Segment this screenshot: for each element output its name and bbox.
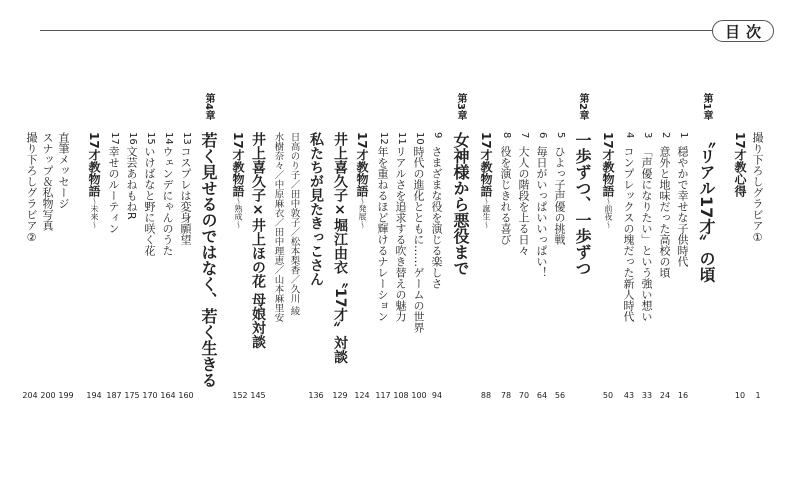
entry-text: 17才教物語 — [231, 132, 245, 197]
entry-subtitle: 〜熟成〜 — [234, 196, 243, 229]
entry-subtitle: 〜発展〜 — [358, 196, 367, 229]
entry-number: 14 — [163, 132, 174, 145]
page-number: 152 — [232, 391, 248, 400]
entry-number: 5 — [555, 132, 566, 139]
entry-number: 16 — [127, 132, 138, 145]
entry-text: 撮り下ろしグラビア① — [751, 132, 764, 244]
header-rule — [40, 30, 740, 31]
page-number: 200 — [40, 391, 56, 400]
page-number: 170 — [142, 391, 158, 400]
page-number: 108 — [393, 391, 409, 400]
toc-entry[interactable] — [309, 132, 323, 286]
toc-entry[interactable] — [377, 146, 388, 322]
entry-text: 直筆メッセージ — [57, 132, 70, 209]
entry-text: スナップ＆私物写真 — [41, 132, 54, 231]
toc-entry[interactable] — [659, 146, 670, 278]
toc-entry[interactable] — [431, 146, 442, 289]
toc-entry[interactable] — [395, 146, 406, 322]
entry-text: 17才教物語 — [355, 132, 369, 197]
chapter-title[interactable] — [574, 132, 590, 276]
entry-number: 13 — [181, 132, 192, 145]
story-entry[interactable] — [734, 132, 746, 197]
page-number: 117 — [375, 391, 391, 400]
entry-text: 年を重ねるほど輝けるナレーション — [376, 146, 389, 322]
entry-number: 15 — [145, 132, 156, 145]
page-number: 24 — [659, 391, 671, 400]
toc-entry[interactable] — [273, 132, 283, 322]
page-number: 187 — [106, 391, 122, 400]
toc-entry[interactable] — [641, 146, 652, 322]
page-number: 100 — [411, 391, 427, 400]
page-number: 33 — [641, 391, 653, 400]
toc-entry[interactable] — [162, 146, 173, 256]
toc-entry[interactable] — [536, 146, 547, 278]
toc-entry[interactable] — [42, 132, 53, 231]
page-number: 70 — [518, 391, 530, 400]
toc-entry[interactable] — [518, 146, 529, 256]
entry-text: コスプレは変身願望 — [179, 146, 192, 245]
toc-entry[interactable] — [180, 146, 191, 245]
entry-text: 「声優になりたい」という強い想い — [640, 146, 653, 322]
entry-text: 役を演じきれる喜び — [499, 146, 512, 245]
page-number: 160 — [178, 391, 194, 400]
entry-text: 日高のり子／田中敦子／松本梨香／久川 綾 — [288, 132, 300, 316]
entry-number: 12 — [378, 132, 389, 145]
toc-entry[interactable] — [251, 132, 265, 349]
toc-entry[interactable] — [289, 132, 299, 316]
toc-entry[interactable] — [26, 132, 37, 244]
page-number: 56 — [554, 391, 566, 400]
entry-text: 大人の階段を上る日々 — [517, 146, 530, 256]
entry-number: 11 — [396, 132, 407, 145]
entry-text: 意外と地味だった高校の頃 — [658, 146, 671, 278]
page-number: 124 — [354, 391, 370, 400]
page-number: 78 — [500, 391, 512, 400]
entry-text: 井上喜久子×井上ほの花 母娘対談 — [250, 132, 266, 349]
entry-text: 女神様から悪役まで — [451, 132, 470, 276]
toc-entry[interactable] — [752, 132, 763, 244]
toc-entry[interactable] — [126, 146, 137, 220]
entry-number: 8 — [501, 132, 512, 139]
page-number: 204 — [22, 391, 38, 400]
entry-number: 2 — [660, 132, 671, 139]
story-entry[interactable] — [480, 132, 492, 229]
entry-text: 〝リアル17才〞の頃 — [697, 132, 716, 283]
chapter-label: 第2章 — [577, 93, 588, 120]
entry-text: コンプレックスの塊だった新人時代 — [622, 146, 635, 322]
story-entry[interactable] — [356, 132, 368, 229]
entry-text: 一歩ずつ、一歩ずつ — [573, 132, 592, 276]
entry-number: 3 — [642, 132, 653, 139]
toc-entry[interactable] — [677, 146, 688, 267]
entry-text: 17才教物語 — [479, 132, 493, 197]
entry-number: 7 — [519, 132, 530, 139]
story-entry[interactable] — [232, 132, 244, 229]
page-number: 199 — [58, 391, 74, 400]
entry-subtitle: 〜誕生〜 — [482, 196, 491, 229]
entry-subtitle: 〜前夜〜 — [604, 196, 613, 229]
chapter-label: 第4章 — [203, 93, 214, 120]
page-number: 50 — [602, 391, 614, 400]
toc-entry[interactable] — [623, 146, 634, 322]
entry-text: 私たちが見たきっこさん — [308, 132, 324, 286]
page-number: 164 — [160, 391, 176, 400]
page-title: 目次 — [712, 20, 774, 42]
entry-text: さまざまな役を演じる楽しさ — [430, 146, 443, 289]
toc-entry[interactable] — [58, 132, 69, 209]
entry-text: 水樹奈々／中原麻衣／田中理恵／山本麻里安 — [272, 132, 284, 322]
entry-text: 幸せのルーティン — [107, 146, 120, 234]
entry-text: リアルさを追求する吹き替えの魅力 — [394, 146, 407, 322]
story-entry[interactable] — [602, 132, 614, 229]
page-number: 136 — [308, 391, 324, 400]
entry-number: 17 — [109, 132, 120, 145]
chapter-label: 第1章 — [701, 93, 712, 120]
entry-text: 穏やかで幸せな子供時代 — [676, 146, 689, 267]
toc-entry[interactable] — [144, 146, 155, 256]
page-number: 43 — [623, 391, 635, 400]
entry-text: いけばなと野に咲く花 — [143, 146, 156, 256]
chapter-title[interactable] — [200, 132, 216, 388]
entry-text: 文芸あねもねR — [125, 146, 138, 220]
chapter-title[interactable] — [698, 132, 714, 282]
entry-number: 4 — [624, 132, 635, 139]
entry-text: 17才教物語 — [601, 132, 615, 197]
page-number: 129 — [332, 391, 348, 400]
entry-number: 1 — [678, 132, 689, 139]
chapter-title[interactable] — [452, 132, 468, 276]
entry-text: 毎日がいっぱいいっぱい！ — [535, 146, 548, 278]
page-number: 1 — [755, 391, 761, 400]
entry-text: 17才教物語 — [87, 132, 101, 197]
page-number: 10 — [734, 391, 746, 400]
page-number: 145 — [250, 391, 266, 400]
toc-entry[interactable] — [413, 146, 424, 333]
entry-text: ウェンデにゃんのうた — [161, 146, 174, 256]
entry-number: 10 — [414, 132, 425, 145]
toc-entry[interactable] — [500, 146, 511, 245]
chapter-label: 第3章 — [455, 93, 466, 120]
entry-text: ひよっ子声優の挑戦 — [553, 146, 566, 245]
toc-entry[interactable] — [554, 146, 565, 245]
entry-number: 6 — [537, 132, 548, 139]
entry-text: 井上喜久子×堀江由衣〝17才〞対談 — [332, 132, 348, 364]
entry-text: 撮り下ろしグラビア② — [25, 132, 38, 244]
page-number: 94 — [431, 391, 443, 400]
page-number: 64 — [536, 391, 548, 400]
toc-entry[interactable] — [108, 146, 119, 234]
story-entry[interactable] — [88, 132, 100, 229]
page-number: 16 — [677, 391, 689, 400]
entry-number: 9 — [432, 132, 443, 139]
page-number: 88 — [480, 391, 492, 400]
page-number: 194 — [86, 391, 102, 400]
entry-subtitle: 〜未来〜 — [90, 196, 99, 229]
entry-text: 17才教心得 — [733, 132, 747, 197]
entry-text: 時代の進化とともに……ゲームの世界 — [412, 146, 425, 333]
toc-entry[interactable] — [333, 132, 347, 363]
entry-text: 若く見せるのではなく、若く生きる — [199, 132, 218, 388]
page-number: 175 — [124, 391, 140, 400]
